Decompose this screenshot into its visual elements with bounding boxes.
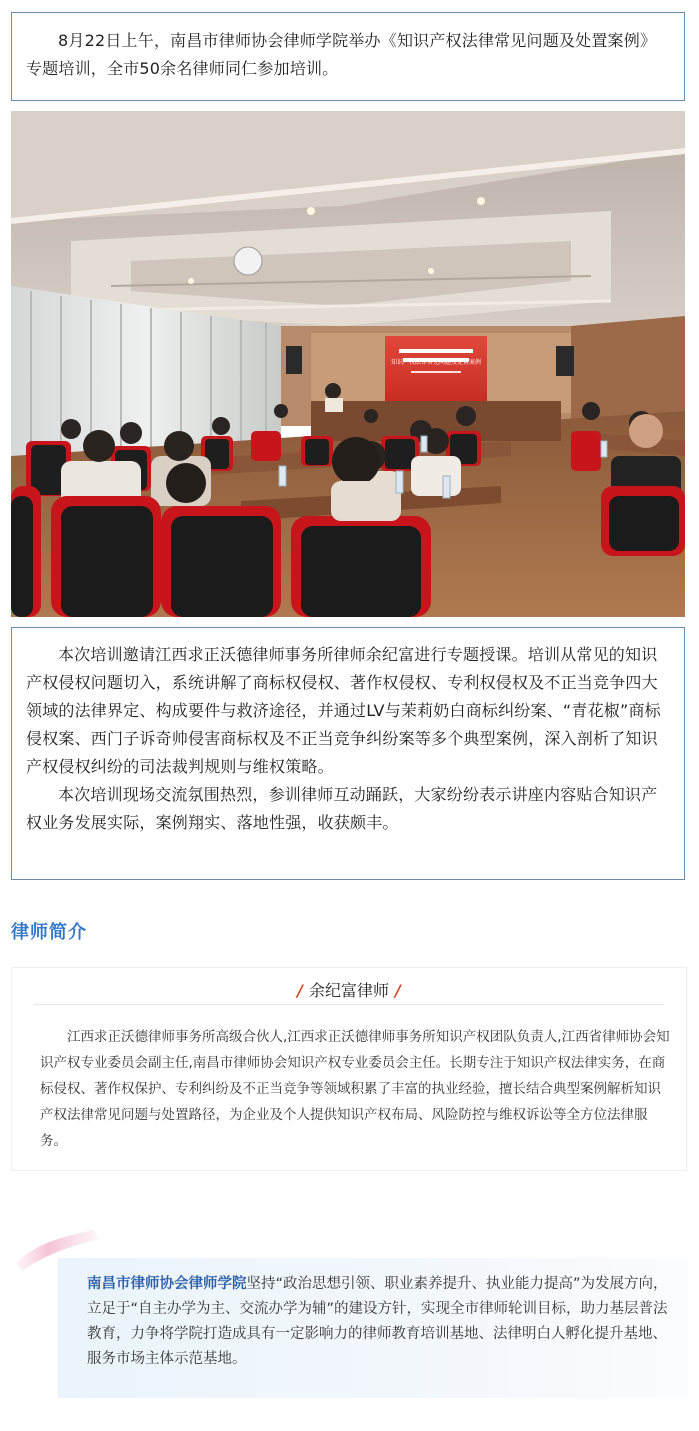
body-text-box (11, 627, 685, 880)
college-name: 南昌市律师协会律师学院 (87, 1276, 247, 1292)
slash-decoration-right: / (395, 981, 401, 1000)
intro-paragraph: 8月22日上午，南昌市律师协会律师学院举办《知识产权法律常见问题及处置案例》专题培训，全市50余名律师同仁参加培训。 (26, 31, 657, 78)
college-intro-card (58, 1258, 688, 1398)
card-divider (34, 1004, 664, 1005)
lawyer-name: 余纪富律师 (308, 981, 389, 1000)
lawyer-profile-card (11, 967, 687, 1171)
screen-title-text: 知识产权法律常见问题及处置案例 (390, 359, 482, 366)
training-photo (11, 111, 685, 617)
college-intro-text (87, 1272, 670, 1372)
lawyer-intro-heading: 律师简介 (11, 922, 87, 943)
body-paragraph-2: 本次培训现场交流氛围热烈，参训律师互动踊跃，大家纷纷表示讲座内容贴合知识产权业务发展实际，案例翔实、落地性强，收获颇丰。 (26, 785, 658, 832)
intro-text-box (11, 12, 685, 101)
lawyer-name-row (12, 978, 686, 1001)
lawyer-bio: 江西求正沃德律师事务所高级合伙人,江西求正沃德律师事务所知识产权团队负责人,江西省律师协会知识产权专业委员会副主任,南昌市律师协会知识产权专业委员会主任。长期专注于知识产权法律实务，在商标侵权、著作权保护、专利纠纷及不正当竞争等领域积累了丰富的执业经验，擅长结合典型案例解析知识产权法律常见问题与处置路径，为企业及个人提供知识产权布局、风险防控与维权诉讼等全方位法律服务。 (40, 1029, 670, 1149)
college-description: 坚持“政治思想引领、职业素养提升、执业能力提高”为发展方向，立足于“自主办学为主、交流办学为辅”的建设方针，实现全市律师轮训目标，助力基层普法教育，力争将学院打造成具有一定影响力的律师教育培训基地、法律明白人孵化提升基地、服务市场主体示范基地。 (87, 1276, 668, 1367)
slash-decoration-left: / (297, 981, 303, 1000)
body-paragraph-1: 本次培训邀请江西求正沃德律师事务所律师余纪富进行专题授课。培训从常见的知识产权侵权问题切入，系统讲解了商标权侵权、著作权侵权、专利权侵权及不正当竞争四大领域的法律界定、构成要件与救济途径，并通过LV与茉莉奶白商标纠纷案、“青花椒”商标侵权案、西门子诉奇帅侵害商标权及不正当竞争纠纷案等多个典型案例，深入剖析了知识产权侵权纠纷的司法裁判规则与维权策略。 (26, 645, 661, 776)
